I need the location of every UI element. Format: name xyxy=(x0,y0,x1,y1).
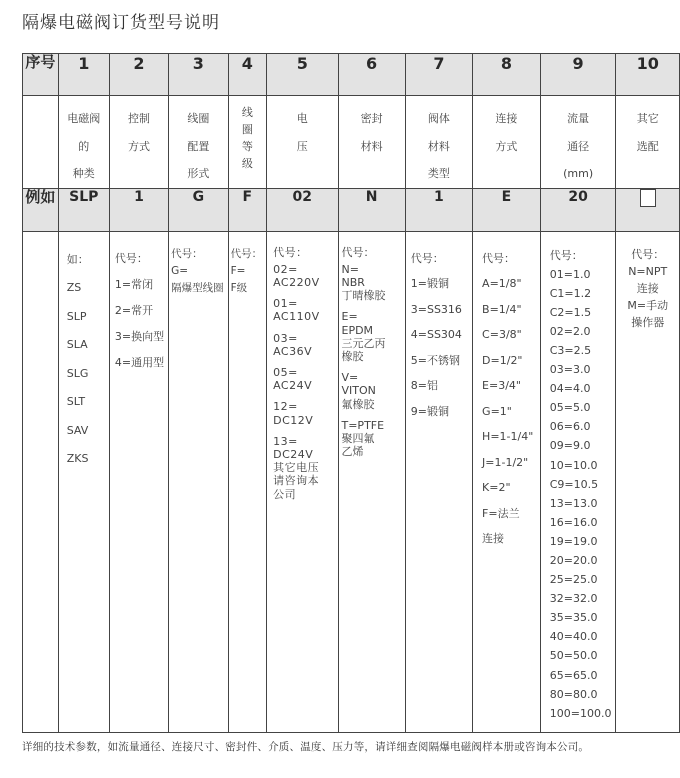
cell-line: 线圈 xyxy=(187,112,210,125)
header-col-4: 4 xyxy=(228,54,267,96)
cell-line: 等 xyxy=(241,140,253,153)
header-col-5: 5 xyxy=(267,54,338,96)
cell-line: 35=35.0 xyxy=(549,611,598,625)
codes-corner xyxy=(23,231,59,732)
cell-line: 电磁阀 xyxy=(67,112,101,125)
cell-line: 01=1.0 xyxy=(549,267,591,281)
cell-line: 80=80.0 xyxy=(549,687,598,701)
cell-line: 类型 xyxy=(427,167,450,180)
cell-line: 3=换向型 xyxy=(114,329,165,343)
codes-col-4 xyxy=(228,231,267,732)
cell-line: 材料 xyxy=(360,139,383,153)
cell-line: (mm) xyxy=(563,167,594,180)
header-col-9: 9 xyxy=(540,54,616,96)
cell-line: G= xyxy=(171,264,189,277)
cell-line: F=法兰 xyxy=(482,506,520,520)
cell-line: 的 xyxy=(78,139,90,153)
example-col-2: 1 xyxy=(109,188,168,231)
cell-line: NBR xyxy=(341,275,365,289)
cell-line: 05= xyxy=(273,365,298,379)
codes-col-6 xyxy=(338,231,405,732)
example-col-7: 1 xyxy=(405,188,472,231)
cell-line: 代号： xyxy=(230,247,263,260)
cell-line: VITON xyxy=(341,384,376,398)
description-row xyxy=(23,96,680,189)
cell-line: V= xyxy=(341,371,359,385)
cell-line: SLA xyxy=(66,338,88,351)
cell-line: 配置 xyxy=(187,139,210,153)
cell-line: 25=25.0 xyxy=(549,573,598,587)
cell-line: 密封 xyxy=(360,112,383,125)
cell-line: C=3/8" xyxy=(482,328,522,341)
cell-line: H=1-1/4" xyxy=(482,430,534,443)
example-col-5: 02 xyxy=(267,188,338,231)
cell-line: 聚四氟 xyxy=(341,431,375,445)
cell-line: 06=6.0 xyxy=(549,420,591,434)
cell-line: 三元乙丙 xyxy=(341,336,386,350)
cell-line: G=1" xyxy=(482,404,512,418)
header-row xyxy=(23,54,680,96)
cell-line: 代号： xyxy=(341,245,375,259)
cell-line: 请咨询本 xyxy=(273,474,320,488)
cell-line: 代号： xyxy=(410,251,444,265)
cell-line: 乙烯 xyxy=(341,445,364,459)
cell-line: 4=通用型 xyxy=(114,355,165,369)
cell-line: 其它 xyxy=(636,112,659,125)
cell-line: E= xyxy=(341,310,358,324)
cell-line: F= xyxy=(230,264,246,277)
cell-line: 连接 xyxy=(495,112,518,125)
desc-col-8 xyxy=(473,96,541,189)
cell-line: 03= xyxy=(273,331,298,345)
example-col-4: F xyxy=(228,188,267,231)
cell-line: 通径 xyxy=(567,139,590,153)
description-corner xyxy=(23,96,59,189)
example-row xyxy=(23,188,680,231)
cell-line: 连接 xyxy=(482,532,505,545)
cell-line: 流量 xyxy=(567,112,590,125)
header-col-3: 3 xyxy=(169,54,229,96)
desc-col-9 xyxy=(540,96,616,189)
example-col-9: 20 xyxy=(540,188,616,231)
cell-line: SLG xyxy=(66,366,89,380)
cell-line: 8=铝 xyxy=(410,379,438,392)
cell-line: C1=1.2 xyxy=(549,286,592,300)
desc-col-6 xyxy=(338,96,405,189)
cell-line: 代号： xyxy=(631,247,665,261)
cell-line: 03=3.0 xyxy=(549,363,591,377)
cell-line: 方式 xyxy=(495,139,518,153)
cell-line: 种类 xyxy=(72,167,95,180)
codes-col-8 xyxy=(473,231,541,732)
cell-line: 选配 xyxy=(636,139,659,153)
cell-line: AC36V xyxy=(273,344,313,358)
codes-col-9 xyxy=(540,231,616,732)
cell-line: AC220V xyxy=(273,275,320,289)
cell-line: 10=10.0 xyxy=(549,458,598,472)
cell-line: N= xyxy=(341,262,359,276)
cell-line: 50=50.0 xyxy=(549,649,598,663)
cell-line: 13= xyxy=(273,434,298,448)
desc-col-1 xyxy=(58,96,109,189)
cell-line: C9=10.5 xyxy=(549,477,599,491)
cell-line: 02=2.0 xyxy=(549,324,591,338)
cell-line: 材料 xyxy=(427,139,450,153)
header-col-10: 10 xyxy=(616,54,680,96)
cell-line: 代号： xyxy=(114,251,148,265)
cell-line: 4=SS304 xyxy=(410,328,462,341)
codes-row xyxy=(23,231,680,732)
codes-col-1 xyxy=(58,231,109,732)
cell-line: M=手动 xyxy=(627,298,669,312)
cell-line: 13=13.0 xyxy=(549,496,598,510)
cell-line: 压 xyxy=(296,139,308,153)
header-col-8: 8 xyxy=(473,54,541,96)
cell-line: 线 xyxy=(241,106,253,119)
desc-col-7 xyxy=(405,96,472,189)
header-col-2: 2 xyxy=(109,54,168,96)
cell-line: 氟橡胶 xyxy=(341,397,375,411)
cell-line: SLP xyxy=(66,309,87,323)
cell-line: 圈 xyxy=(241,123,253,136)
header-col-7: 7 xyxy=(405,54,472,96)
desc-col-5 xyxy=(267,96,338,189)
cell-line: 方式 xyxy=(127,139,150,153)
codes-col-3 xyxy=(169,231,229,732)
cell-line: 65=65.0 xyxy=(549,668,598,682)
empty-checkbox-icon xyxy=(640,189,656,207)
cell-line: 2=常开 xyxy=(114,303,154,317)
cell-line: 操作器 xyxy=(631,315,665,329)
footer-note: 详细的技术参数，如流量通径、连接尺寸、密封件、介质、温度、压力等，请详细查阅隔爆电磁阀样本册或咨询本公司。 xyxy=(22,741,590,753)
cell-line: F级 xyxy=(230,281,248,294)
cell-line: 代号： xyxy=(171,247,203,260)
cell-line: DC24V xyxy=(273,447,314,461)
cell-line: 02= xyxy=(273,262,298,276)
cell-line: ZKS xyxy=(66,452,89,465)
desc-col-3 xyxy=(169,96,229,189)
cell-line: 5=不锈钢 xyxy=(410,353,460,367)
cell-line: 12= xyxy=(273,400,298,414)
page-title: 隔爆电磁阀订货型号说明 xyxy=(22,13,220,33)
header-col-1: 1 xyxy=(58,54,109,96)
desc-col-4 xyxy=(228,96,267,189)
cell-line: N=NPT xyxy=(628,264,668,278)
codes-col-5 xyxy=(267,231,338,732)
cell-line: 代号： xyxy=(273,245,308,259)
cell-line: E=3/4" xyxy=(482,379,521,392)
cell-line: J=1-1/2" xyxy=(482,455,529,469)
cell-line: SLT xyxy=(66,395,86,408)
example-corner: 例如 xyxy=(23,188,59,231)
example-col-10 xyxy=(616,188,680,231)
cell-line: 其它电压 xyxy=(273,461,320,475)
cell-line: 9=锻铜 xyxy=(410,404,449,418)
cell-line: 3=SS316 xyxy=(410,302,462,316)
cell-line: B=1/4" xyxy=(482,302,522,316)
cell-line: K=2" xyxy=(482,481,511,494)
header-col-6: 6 xyxy=(338,54,405,96)
example-col-6: N xyxy=(338,188,405,231)
codes-col-2 xyxy=(109,231,168,732)
cell-line: A=1/8" xyxy=(482,277,522,290)
order-code-table xyxy=(22,53,680,733)
example-col-1: SLP xyxy=(58,188,109,231)
cell-line: 阀体 xyxy=(427,112,450,125)
cell-line: 20=20.0 xyxy=(549,554,598,567)
cell-line: T=PTFE xyxy=(341,418,385,432)
cell-line: SAV xyxy=(66,423,89,437)
cell-line: 橡胶 xyxy=(341,349,364,363)
cell-line: 连接 xyxy=(636,281,659,295)
codes-col-7 xyxy=(405,231,472,732)
cell-line: 电 xyxy=(296,112,308,125)
cell-line: 04=4.0 xyxy=(549,382,591,396)
cell-line: 40=40.0 xyxy=(549,630,598,644)
cell-line: 控制 xyxy=(127,112,150,125)
example-col-8: E xyxy=(473,188,541,231)
cell-line: 09=9.0 xyxy=(549,439,591,453)
cell-line: 1=常闭 xyxy=(114,277,154,291)
cell-line: C2=1.5 xyxy=(549,305,592,319)
cell-line: 100=100.0 xyxy=(549,706,612,720)
cell-line: 05=5.0 xyxy=(549,401,591,415)
cell-line: AC24V xyxy=(273,379,313,393)
cell-line: 代号： xyxy=(482,251,516,265)
cell-line: 1=锻铜 xyxy=(410,277,449,290)
cell-line: 丁晴橡胶 xyxy=(341,289,386,303)
cell-line: ZS xyxy=(66,281,82,294)
desc-col-10 xyxy=(616,96,680,189)
cell-line: DC12V xyxy=(273,413,314,427)
cell-line: AC110V xyxy=(273,310,320,324)
cell-line: 隔爆型线圈 xyxy=(171,281,224,294)
cell-line: 如： xyxy=(66,252,89,266)
cell-line: 代号： xyxy=(549,248,583,262)
example-col-3: G xyxy=(169,188,229,231)
cell-line: 公司 xyxy=(273,487,297,501)
codes-col-10 xyxy=(616,231,680,732)
cell-line: 形式 xyxy=(187,167,210,180)
cell-line: 32=32.0 xyxy=(549,592,598,606)
cell-line: 16=16.0 xyxy=(549,515,598,529)
cell-line: EPDM xyxy=(341,323,374,337)
cell-line: 19=19.0 xyxy=(549,534,598,548)
cell-line: C3=2.5 xyxy=(549,343,592,357)
cell-line: D=1/2" xyxy=(482,353,523,367)
cell-line: 级 xyxy=(241,157,253,170)
cell-line: 01= xyxy=(273,297,298,311)
header-corner: 序号 xyxy=(23,54,59,96)
desc-col-2 xyxy=(109,96,168,189)
